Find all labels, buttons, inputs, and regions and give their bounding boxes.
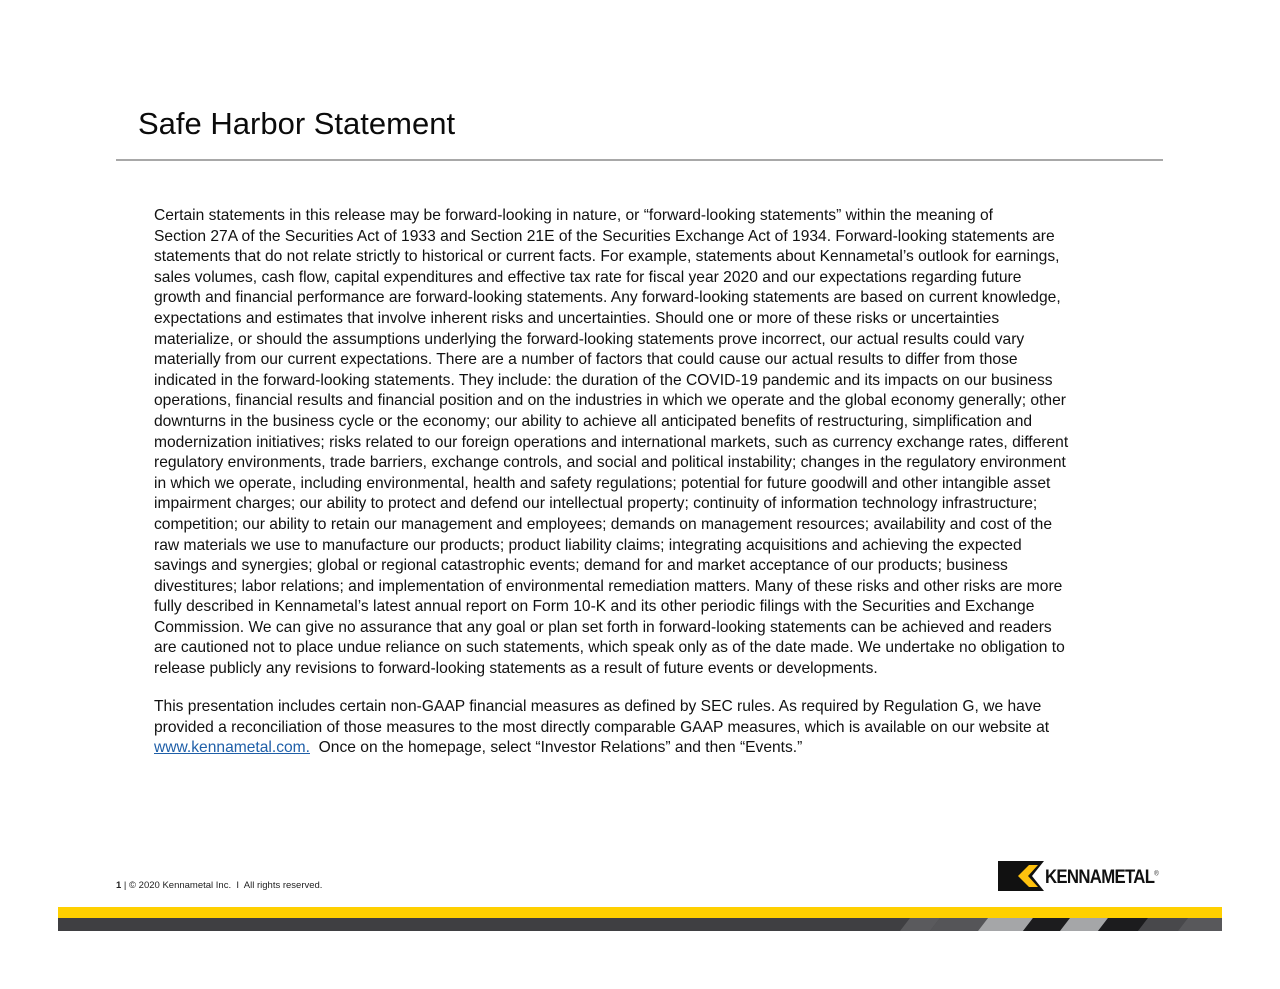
- paragraph-line: are cautioned not to place undue reliance on such statements, which speak only as of the date made. We undertake no obligation to: [154, 639, 1065, 657]
- paragraph-line: downturns in the business cycle or the economy; our ability to achieve all anticipated benefits of restructuring, simplification and: [154, 412, 1033, 430]
- non-gaap-paragraph: [154, 697, 1164, 759]
- paragraph-line: modernization initiatives; risks related to our foreign operations and international markets, such as currency exchange rates, different: [154, 433, 1069, 451]
- paragraph-line: indicated in the forward-looking statements. They include: the duration of the COVID-19 pandemic and its impacts on our business: [154, 371, 1053, 389]
- homepage-instructions: Once on the homepage, select “Investor Relations” and then “Events.”: [310, 739, 803, 757]
- slide-title: Safe Harbor Statement: [138, 106, 456, 141]
- paragraph-line: [154, 738, 1164, 759]
- paragraph-line: This presentation includes certain non-GAAP financial measures as defined by SEC rules. As required by Regulation G, we have: [154, 698, 1042, 715]
- title-divider: [116, 159, 1163, 161]
- logo-wordmark: [1045, 866, 1158, 889]
- kennametal-logo: [998, 861, 1166, 891]
- slide-footer: [116, 880, 322, 891]
- safe-harbor-paragraph: [154, 206, 1164, 680]
- paragraph-line: fully described in Kennametal’s latest annual report on Form 10-K and its other periodic filings with the Securities and Exchange: [154, 598, 1035, 616]
- paragraph-line: divestitures; labor relations; and implementation of environmental remediation matters. Many of these risks and other risks are more: [154, 577, 1063, 595]
- paragraph-line: competition; our ability to retain our management and employees; demands on management resources; availability and cost of the: [154, 515, 1053, 533]
- k-mark-icon: [998, 861, 1044, 891]
- kennametal-website-link[interactable]: www.kennametal.com.: [154, 739, 310, 757]
- footer-dark-band: [58, 918, 1222, 931]
- paragraph-line: Certain statements in this release may be forward-looking in nature, or “forward-looking statements” within the meaning of: [154, 207, 993, 224]
- paragraph-line: sales volumes, cash flow, capital expenditures and effective tax rate for fiscal year 2020 and our expectations regarding future: [154, 268, 1022, 286]
- logo-wordmark-text: KENNAMETAL: [1045, 866, 1155, 888]
- paragraph-line: regulatory environments, trade barriers, exchange controls, and social and political instability; changes in the regulatory environment: [154, 454, 1066, 472]
- paragraph-line: impairment charges; our ability to protect and defend our intellectual property; continuity of information technology infrastructure;: [154, 495, 1038, 513]
- paragraph-line: Section 27A of the Securities Act of 1933 and Section 21E of the Securities Exchange Act of 1934. Forward-looking statements are: [154, 227, 1055, 245]
- paragraph-line: in which we operate, including environmental, health and safety regulations; potential for future goodwill and other intangible asset: [154, 474, 1051, 492]
- registered-mark: ®: [1154, 870, 1159, 878]
- paragraph-line: raw materials we use to manufacture our products; product liability claims; integrating acquisitions and achieving the expected: [154, 536, 1022, 554]
- paragraph-line: Commission. We can give no assurance that any goal or plan set forth in forward-looking statements can be achieved and readers: [154, 618, 1052, 636]
- paragraph-line: materially from our current expectations. There are a number of factors that could cause our actual results to differ from those: [154, 351, 1018, 369]
- page-number: 1: [116, 880, 122, 891]
- paragraph-line: materialize, or should the assumptions underlying the forward-looking statements prove incorrect, our actual results could vary: [154, 330, 1025, 348]
- paragraph-line: savings and synergies; global or regional catastrophic events; demand for and market acceptance of our products; business: [154, 557, 1008, 575]
- paragraph-line: provided a reconciliation of those measures to the most directly comparable GAAP measures, which is available on our website at: [154, 718, 1050, 736]
- paragraph-line: expectations and estimates that involve inherent risks and uncertainties. Should one or more of these risks or uncertainties: [154, 309, 1000, 327]
- copyright-text: | © 2020 Kennametal Inc. I All rights reserved.: [121, 880, 323, 891]
- paragraph-line: statements that do not relate strictly to historical or current facts. For example, statements about Kennametal’s outlook for earnings,: [154, 248, 1060, 266]
- footer-yellow-band: [58, 907, 1222, 918]
- paragraph-line: growth and financial performance are forward-looking statements. Any forward-looking statements are based on current knowledge,: [154, 289, 1061, 307]
- paragraph-line: operations, financial results and financial position and on the industries in which we operate and the global economy generally; other: [154, 392, 1066, 410]
- diagonal-stripes-decoration: [58, 918, 1222, 931]
- paragraph-line: release publicly any revisions to forward-looking statements as a result of future events or developments.: [154, 660, 878, 678]
